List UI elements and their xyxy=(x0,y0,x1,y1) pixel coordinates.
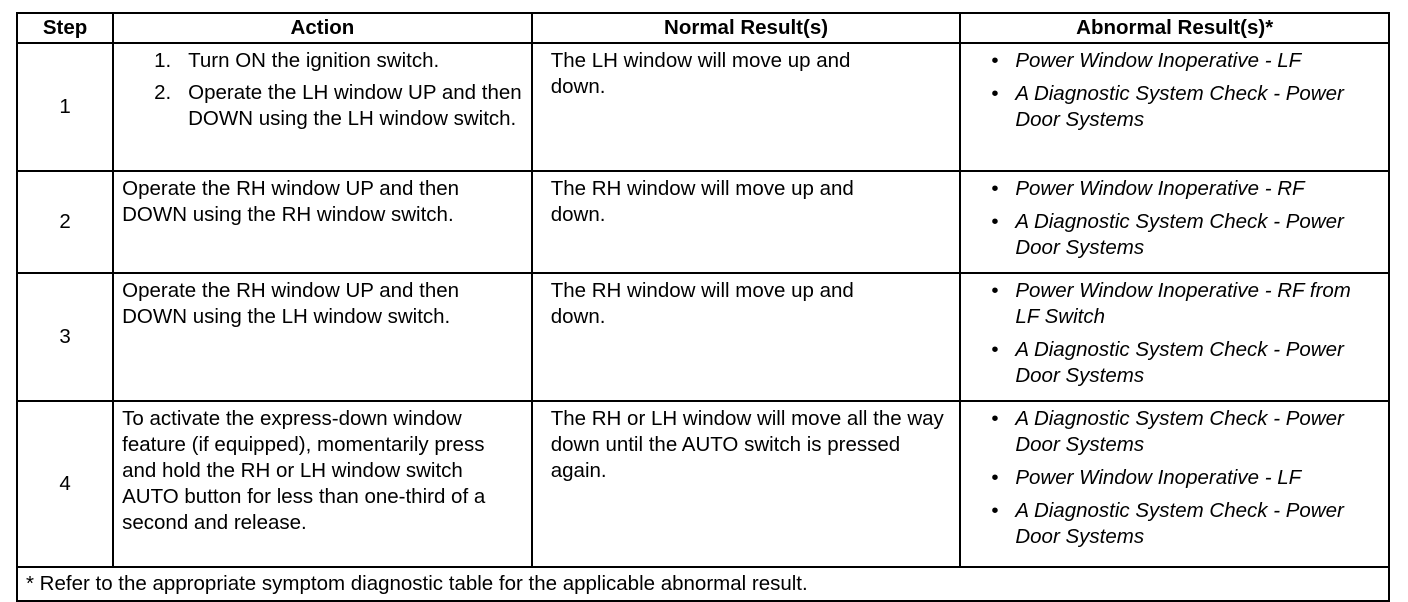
abnormal-item: • A Diagnostic System Check - Power Door Systems xyxy=(991,337,1345,389)
table-row xyxy=(17,43,1389,171)
action-list xyxy=(122,48,523,132)
footnote-row xyxy=(17,567,1389,601)
action-text: To activate the express-down window feature (if equipped), momentarily press and hold the RH or LH window switch AUTO button for less than one-third of a second and release. xyxy=(122,407,486,534)
step-number: 1 xyxy=(17,43,113,171)
abnormal-item: • Power Window Inoperative - RF xyxy=(991,176,1380,202)
header-action: Action xyxy=(113,13,532,43)
abnormal-list xyxy=(991,406,1380,550)
action-cell xyxy=(113,273,532,401)
normal-result xyxy=(532,43,961,171)
table-row xyxy=(17,171,1389,273)
normal-result xyxy=(532,273,961,401)
action-item-number: 2. xyxy=(154,81,172,104)
action-cell xyxy=(113,401,532,567)
header-normal: Normal Result(s) xyxy=(532,13,961,43)
normal-result-text: The RH window will move up and down. xyxy=(550,177,854,226)
action-cell xyxy=(113,171,532,273)
abnormal-result xyxy=(960,273,1389,401)
normal-result-text: The LH window will move up and down. xyxy=(550,49,851,98)
abnormal-result xyxy=(960,171,1389,273)
abnormal-item: • A Diagnostic System Check - Power Door Systems xyxy=(991,498,1345,550)
action-item-text: Operate the LH window UP and then DOWN using the LH window switch. xyxy=(188,81,522,130)
normal-result-text: The RH or LH window will move all the way down until the AUTO switch is pressed again. xyxy=(550,407,944,482)
normal-result-text: The RH window will move up and down. xyxy=(550,279,854,328)
header-row xyxy=(17,13,1389,43)
abnormal-result xyxy=(960,43,1389,171)
normal-result xyxy=(532,171,961,273)
action-list-item xyxy=(154,48,523,74)
normal-result xyxy=(532,401,961,567)
action-text: Operate the RH window UP and then DOWN using the RH window switch. xyxy=(122,177,460,226)
header-step: Step xyxy=(17,13,113,43)
footnote: * Refer to the appropriate symptom diagnostic table for the applicable abnormal result. xyxy=(17,567,1389,601)
action-list-item xyxy=(154,80,523,132)
action-text: Operate the RH window UP and then DOWN using the LH window switch. xyxy=(122,279,460,328)
abnormal-list xyxy=(991,176,1380,261)
action-item-text: Turn ON the ignition switch. xyxy=(188,49,440,72)
abnormal-list xyxy=(991,278,1380,389)
abnormal-item: • Power Window Inoperative - LF xyxy=(991,48,1380,74)
table-row xyxy=(17,273,1389,401)
header-abnormal: Abnormal Result(s)* xyxy=(960,13,1389,43)
action-item-number: 1. xyxy=(154,49,172,72)
abnormal-item: • A Diagnostic System Check - Power Door Systems xyxy=(991,81,1345,133)
action-cell xyxy=(113,43,532,171)
abnormal-item: • Power Window Inoperative - LF xyxy=(991,465,1380,491)
abnormal-item: • A Diagnostic System Check - Power Door Systems xyxy=(991,209,1345,261)
abnormal-result xyxy=(960,401,1389,567)
abnormal-item: • A Diagnostic System Check - Power Door Systems xyxy=(991,406,1345,458)
abnormal-list xyxy=(991,48,1380,133)
step-number: 3 xyxy=(17,273,113,401)
abnormal-item: • Power Window Inoperative - RF from LF Switch xyxy=(991,278,1375,330)
step-number: 2 xyxy=(17,171,113,273)
diagnostic-table xyxy=(16,12,1390,602)
table-row xyxy=(17,401,1389,567)
step-number: 4 xyxy=(17,401,113,567)
